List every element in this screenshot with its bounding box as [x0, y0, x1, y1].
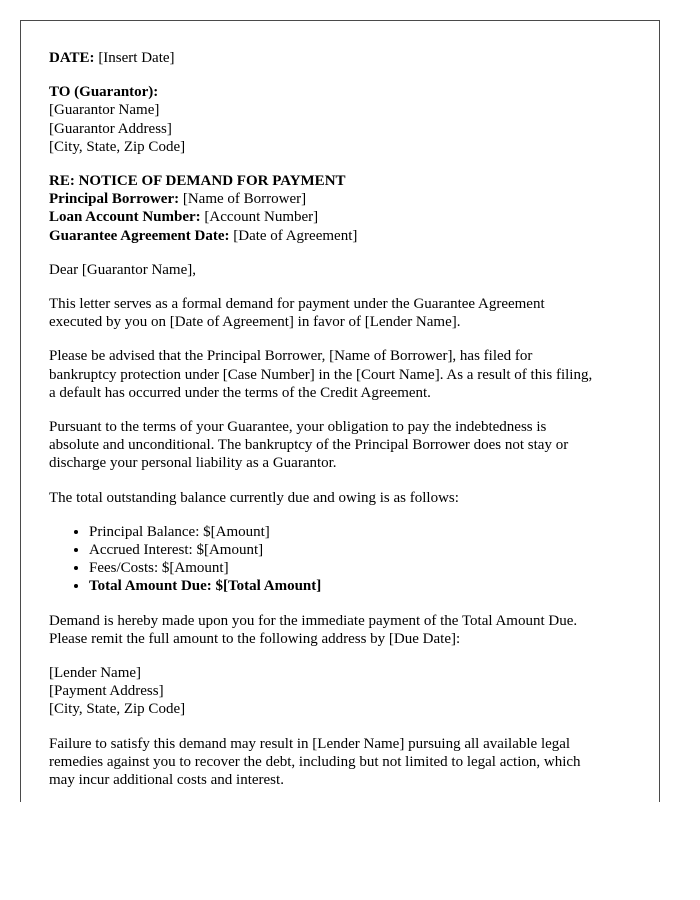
principal-borrower-label: Principal Borrower: [49, 191, 180, 208]
subject-title: RE: NOTICE OF DEMAND FOR PAYMENT [49, 173, 346, 190]
loan-account-label: Loan Account Number: [49, 209, 201, 226]
paragraph-line: a default has occurred under the terms of the Credit Agreement. [49, 384, 431, 401]
recipient-block [49, 83, 639, 156]
loan-account-line [49, 208, 639, 226]
recipient-label: TO (Guarantor): [49, 84, 159, 101]
recipient-name: [Guarantor Name] [49, 102, 160, 119]
paragraph-line: This letter serves as a formal demand for payment under the Guarantee Agreement [49, 296, 545, 313]
date-value: [Insert Date] [98, 50, 175, 66]
salutation: Dear [Guarantor Name], [49, 261, 197, 278]
remit-lender-name: [Lender Name] [49, 665, 142, 682]
date-line [49, 49, 639, 67]
paragraph-consequences [49, 735, 639, 790]
recipient-city: [City, State, Zip Code] [49, 138, 186, 155]
balance-item-principal: • Principal Balance: $[Amount] [89, 523, 639, 541]
loan-account-value: [Account Number] [204, 209, 319, 226]
paragraph-line: discharge your personal liability as a Guarantor. [49, 455, 337, 472]
paragraph-balance-intro [49, 489, 639, 507]
paragraph-line: absolute and unconditional. The bankruptcy of the Principal Borrower does not stay or [49, 437, 569, 454]
paragraph-guarantee-obligation [49, 418, 639, 473]
principal-borrower-line [49, 190, 639, 208]
letter-page [20, 20, 660, 802]
paragraph-demand-intro [49, 295, 639, 331]
balance-item-interest: • Accrued Interest: $[Amount] [89, 541, 639, 559]
balance-item-total: • Total Amount Due: $[Total Amount] [89, 577, 639, 595]
paragraph-demand [49, 612, 639, 648]
paragraph-bankruptcy [49, 347, 639, 402]
date-label: DATE: [49, 50, 95, 66]
balance-item-fees: • Fees/Costs: $[Amount] [89, 559, 639, 577]
paragraph-line: executed by you on [Date of Agreement] in favor of [Lender Name]. [49, 314, 461, 331]
paragraph-line: Please be advised that the Principal Borrower, [Name of Borrower], has filed for [49, 348, 533, 365]
paragraph-line: remedies against you to recover the debt, including but not limited to legal action, which [49, 753, 581, 770]
paragraph-line: Pursuant to the terms of your Guarantee, your obligation to pay the indebtedness is [49, 419, 547, 436]
agreement-date-value: [Date of Agreement] [233, 227, 358, 244]
paragraph-line: Demand is hereby made upon you for the immediate payment of the Total Amount Due. [49, 612, 578, 629]
recipient-address: [Guarantor Address] [49, 120, 172, 137]
subject-block [49, 172, 639, 245]
letter-content [49, 49, 639, 802]
paragraph-line: Please remit the full amount to the following address by [Due Date]: [49, 630, 461, 647]
principal-borrower-value: [Name of Borrower] [182, 191, 307, 208]
remit-address-block [49, 664, 639, 719]
paragraph-line: The total outstanding balance currently due and owing is as follows: [49, 489, 459, 506]
agreement-date-line [49, 227, 639, 245]
paragraph-line: may incur additional costs and interest. [49, 772, 284, 789]
paragraph-line: bankruptcy protection under [Case Number] in the [Court Name]. As a result of this filing, [49, 366, 593, 383]
remit-city: [City, State, Zip Code] [49, 701, 186, 718]
balance-list [49, 523, 639, 596]
agreement-date-label: Guarantee Agreement Date: [49, 227, 230, 244]
paragraph-line: Failure to satisfy this demand may result in [Lender Name] pursuing all available legal [49, 735, 571, 752]
remit-payment-address: [Payment Address] [49, 683, 164, 700]
